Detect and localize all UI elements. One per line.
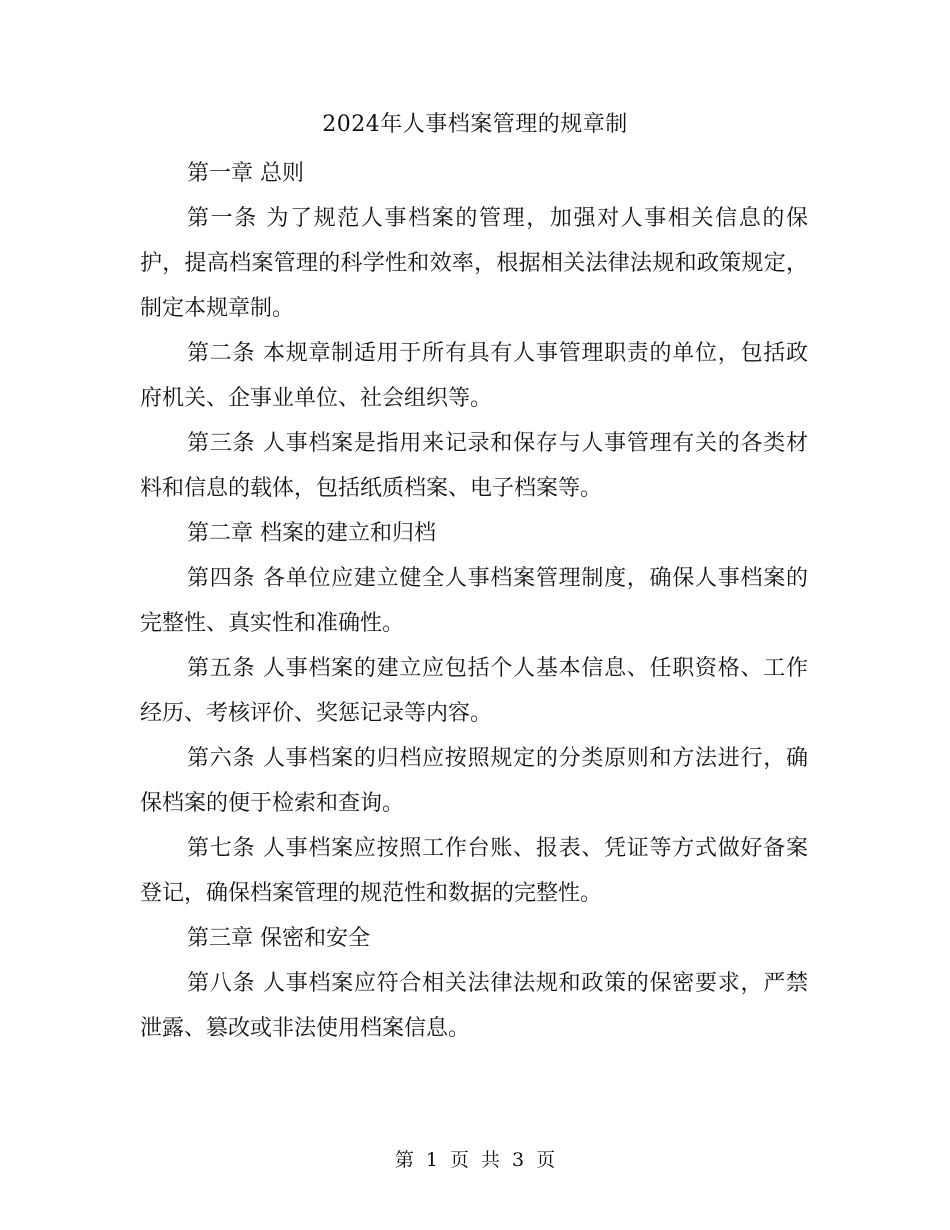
page-footer: 第 1 页 共 3 页 <box>394 1149 556 1171</box>
document-title: 2024年人事档案管理的规章制 <box>322 112 628 137</box>
chapter-heading: 第二章 档案的建立和归档 <box>187 521 436 546</box>
article-paragraph: 第七条 人事档案应按照工作台账、报表、凭证等方式做好备案登记，确保档案管理的规范性和数据的完整性。 <box>140 836 808 906</box>
article-paragraph: 第一条 为了规范人事档案的管理，加强对人事相关信息的保护，提高档案管理的科学性和效率，根据相关法律法规和政策规定，制定本规章制。 <box>140 206 808 321</box>
article-paragraph: 第五条 人事档案的建立应包括个人基本信息、任职资格、工作经历、考核评价、奖惩记录等内容。 <box>140 656 808 726</box>
document-body <box>140 151 808 1051</box>
chapter-heading: 第一章 总则 <box>187 161 304 186</box>
article-paragraph: 第二条 本规章制适用于所有具有人事管理职责的单位，包括政府机关、企事业单位、社会组织等。 <box>140 341 808 411</box>
article-paragraph: 第三条 人事档案是指用来记录和保存与人事管理有关的各类材料和信息的载体，包括纸质档案、电子档案等。 <box>140 431 808 501</box>
article-paragraph: 第八条 人事档案应符合相关法律法规和政策的保密要求，严禁泄露、篡改或非法使用档案信息。 <box>140 971 808 1041</box>
article-paragraph: 第六条 人事档案的归档应按照规定的分类原则和方法进行，确保档案的便于检索和查询。 <box>140 746 808 816</box>
article-paragraph: 第四条 各单位应建立健全人事档案管理制度，确保人事档案的完整性、真实性和准确性。 <box>140 566 808 636</box>
chapter-heading: 第三章 保密和安全 <box>187 926 370 951</box>
